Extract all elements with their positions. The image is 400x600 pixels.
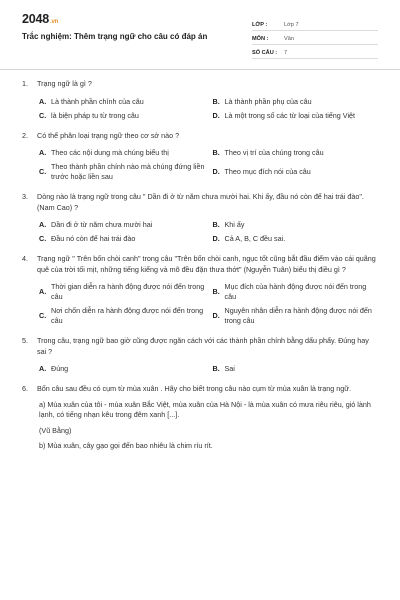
question-text: Trong câu, trạng ngữ bao giờ cũng được ngăn cách với các thành phần chính bằng dấu phẩy. Đúng hay sai ? [37,336,369,356]
option-letter: B. [212,96,220,106]
question-number: 3. [22,192,28,201]
option-text: Nguyên nhân diễn ra hành động được nói đến trong câu [224,306,372,325]
question-number: 5. [22,336,28,345]
question-number: 1. [22,79,28,88]
option-text: Là thành phần chính của câu [51,96,144,106]
option-text: Là thành phần phụ của câu [224,96,312,106]
question-text: Dòng nào là trạng ngữ trong câu " Dần đi ở từ năm chưa mười hai. Khi ấy, đầu nó còn để hai trái đào". (Nam Cao) ? [37,192,364,212]
question-5 [22,336,378,374]
option-text: Là một trong số các từ loại của tiếng Việt [224,110,356,120]
option-text: Đầu nó còn để hai trái đào [51,234,136,243]
option-text: Sai [224,364,235,373]
meta-key: MÔN : [252,36,269,42]
question-number: 2. [22,130,28,140]
option-text: Theo vị trí của chúng trong câu [224,148,324,157]
question-list [22,79,378,462]
answer-options [22,282,378,326]
question-text: Bốn câu sau đều có cụm từ mùa xuân . Hãy cho biết trong câu nào cụm từ mùa xuân là trạng ngữ. [37,384,352,393]
answer-options [22,148,378,182]
header-divider [0,69,400,70]
option-letter: D. [212,110,220,120]
site-logo[interactable] [22,12,58,26]
option-b[interactable] [213,282,379,302]
option-c[interactable] [39,162,205,182]
answer-options [22,364,378,374]
option-letter: C. [39,234,47,243]
option-letter: C. [39,311,47,320]
meta-value: 7 [284,50,288,56]
option-text: Khi ấy [224,220,245,229]
option-b[interactable] [213,220,379,230]
option-text: Dần đi ở từ năm chưa mười hai [51,220,153,229]
option-c[interactable] [39,234,205,244]
question-passage [22,400,378,452]
option-text: là biện pháp tu từ trong câu [51,110,139,120]
question-3 [22,192,378,244]
option-letter: D. [212,167,220,176]
logo-text: 2048 [22,12,50,26]
option-letter: C. [39,110,47,120]
option-text: Đúng [51,364,69,373]
option-letter: B. [212,287,220,296]
page-title: Trắc nghiệm: Thêm trạng ngữ cho câu có đáp án [22,32,208,41]
option-letter: A. [39,148,47,157]
meta-value: Văn [284,36,294,42]
option-a[interactable] [39,97,205,107]
option-d[interactable] [213,234,379,244]
option-text: Theo các nội dung mà chúng biểu thị [51,148,169,157]
option-text: Cả A, B, C đều sai. [224,234,286,243]
option-letter: B. [212,220,220,229]
option-a[interactable] [39,364,205,374]
option-a[interactable] [39,282,205,302]
option-letter: A. [39,96,47,106]
option-a[interactable] [39,148,205,158]
meta-row-subject [252,31,378,45]
question-number: 4. [22,254,28,263]
header [0,0,400,63]
question-text: Trạng ngữ " Trên bốn chòi canh" trong câu "Trên bốn chòi canh, ngục tốt cũng bắt đầu điểm vào cái quãng quê của trời tối mịt, những tiếng kiểng và mõ đều đặn thưa thớt" (Nguyễn Tuân) biểu thị điều gì ? [37,254,376,274]
option-b[interactable] [213,364,379,374]
option-letter: A. [39,287,47,296]
passage-paragraph: a) Mùa xuân của tôi - mùa xuân Bắc Việt, mùa xuân của Hà Nội - là mùa xuân có mưa riêu riêu, gió lành lạnh, có tiếng nhạn kêu trong đêm xanh [...]. [39,399,371,419]
option-text: Mục đích của hành động được nói đến trong câu [224,282,367,301]
meta-row-class [252,17,378,31]
question-2 [22,131,378,183]
option-b[interactable] [213,148,379,158]
meta-value: Lớp 7 [284,22,299,28]
passage-source: (Vũ Bằng) [39,425,72,435]
option-letter: C. [39,167,47,176]
meta-info [252,17,378,59]
option-d[interactable] [213,111,379,121]
option-text: Nơi chốn diễn ra hành động được nói đến trong câu [51,306,204,325]
question-6 [22,384,378,452]
option-b[interactable] [213,97,379,107]
option-letter: B. [212,364,220,373]
option-letter: A. [39,364,47,373]
option-a[interactable] [39,220,205,230]
option-d[interactable] [213,306,379,326]
meta-key: LỚP : [252,22,268,28]
option-text: Thời gian diễn ra hành động được nói đến trong câu [51,282,205,301]
logo-suffix: .vn [50,19,59,25]
meta-row-count [252,45,378,59]
question-text: Trạng ngữ là gì ? [37,79,92,88]
question-text: Có thể phân loại trạng ngữ theo cơ sở nào ? [37,130,180,140]
option-text: Theo mục đích nói của câu [224,167,311,176]
option-text: Theo thành phần chính nào mà chúng đứng liền trước hoặc liền sau [51,162,205,181]
option-c[interactable] [39,111,205,121]
question-4 [22,254,378,326]
option-c[interactable] [39,306,205,326]
option-letter: D. [212,311,220,320]
answer-options [22,220,378,244]
option-letter: B. [212,148,220,157]
question-1 [22,79,378,121]
meta-key: SỐ CÂU : [252,50,278,56]
passage-paragraph: b) Mùa xuân, cây gạo gọi đến bao nhiêu là chim ríu rít. [39,441,213,450]
option-letter: D. [212,234,220,243]
option-d[interactable] [213,162,379,182]
answer-options [22,97,378,121]
option-letter: A. [39,220,47,229]
question-number: 6. [22,384,28,393]
